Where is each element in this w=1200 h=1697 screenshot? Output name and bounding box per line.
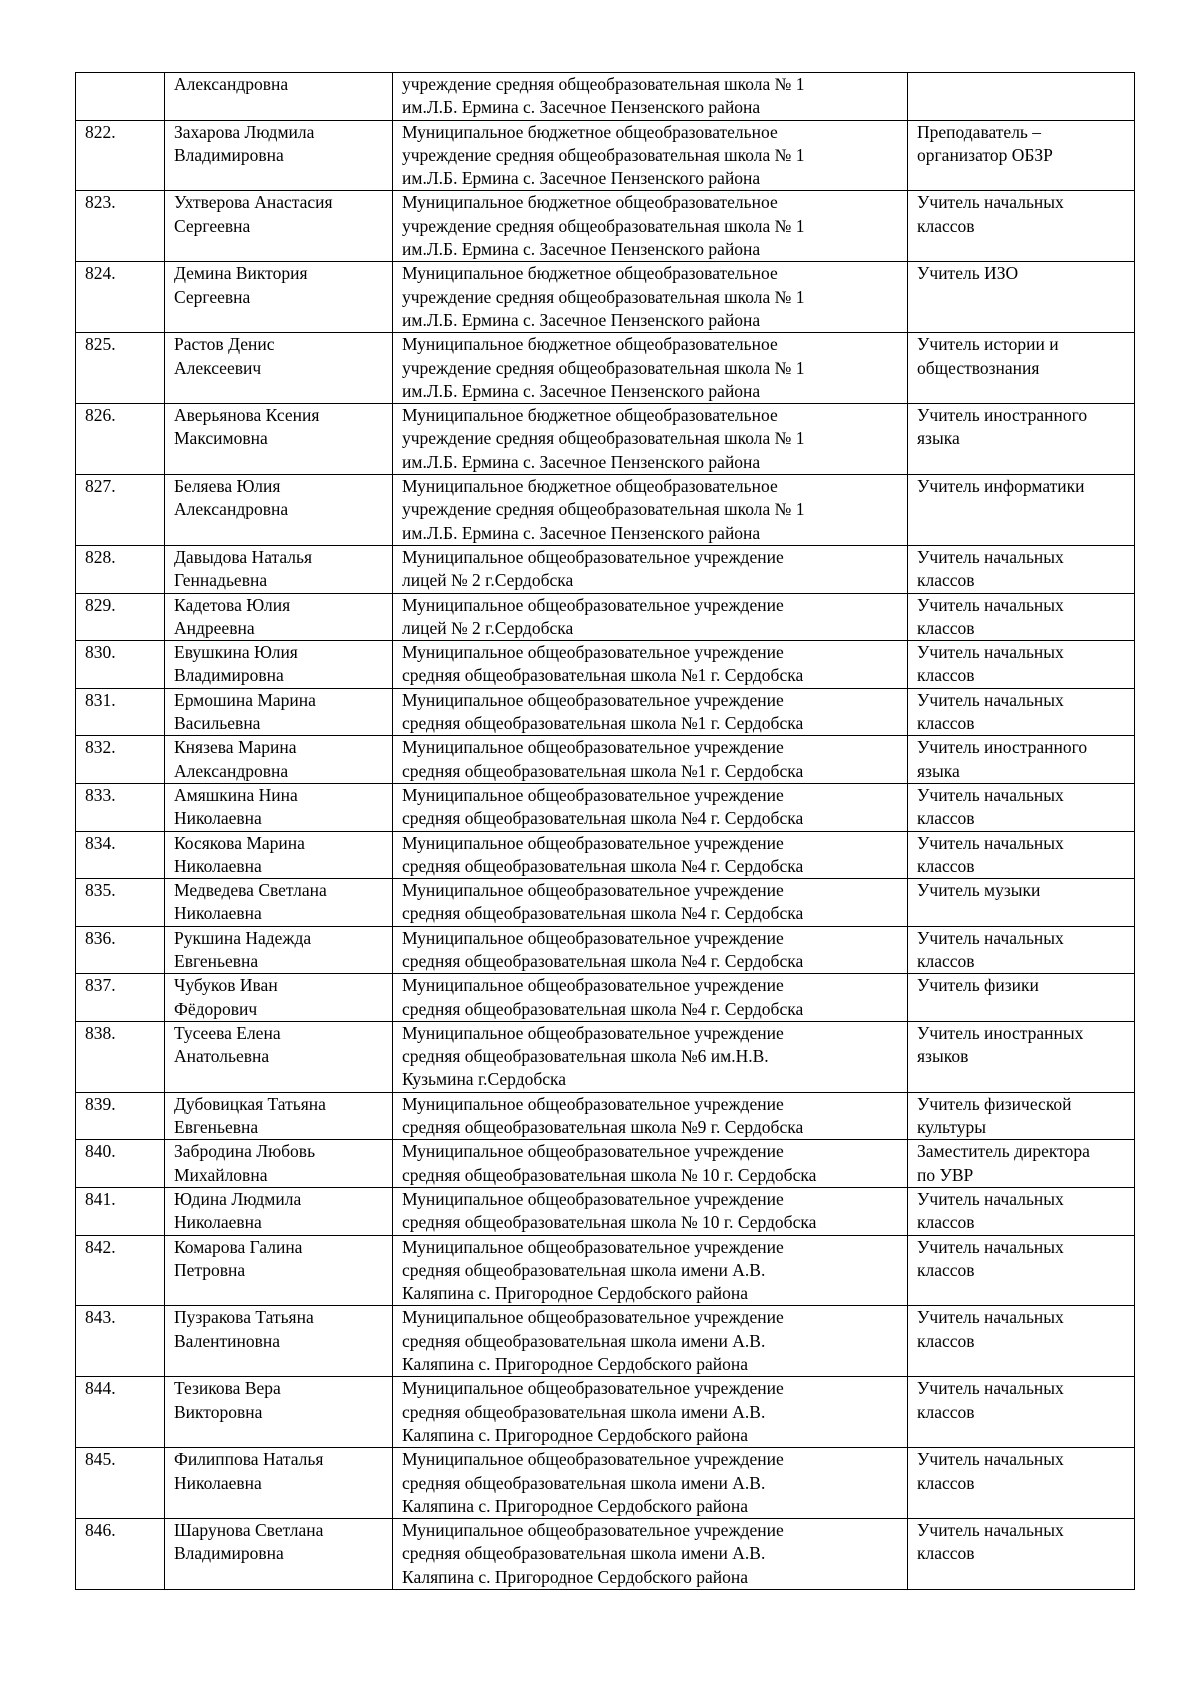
position-cell: Учитель начальных классов [908,593,1135,641]
table-row [76,262,1135,333]
organization-cell: Муниципальное общеобразовательное учреждение средняя общеобразовательная школа №4 г. Сердобска [393,974,908,1022]
row-number-cell: 834. [76,831,165,879]
organization-cell: Муниципальное общеобразовательное учреждение средняя общеобразовательная школа имени А.В. Каляпина с. Пригородное Сердобского района [393,1235,908,1306]
organization-cell: Муниципальное общеобразовательное учреждение средняя общеобразовательная школа имени А.В. Каляпина с. Пригородное Сердобского района [393,1377,908,1448]
table-row [76,1448,1135,1519]
table-row [76,831,1135,879]
position-cell: Учитель начальных классов [908,641,1135,689]
position-cell: Учитель начальных классов [908,545,1135,593]
row-number-cell: 837. [76,974,165,1022]
full-name-cell: Растов Денис Алексеевич [165,333,393,404]
position-cell: Учитель физической культуры [908,1092,1135,1140]
full-name-cell: Юдина Людмила Николаевна [165,1187,393,1235]
position-cell: Учитель начальных классов [908,926,1135,974]
position-cell: Учитель начальных классов [908,191,1135,262]
full-name-cell: Демина Виктория Сергеевна [165,262,393,333]
full-name-cell: Александровна [165,73,393,121]
row-number-cell: 841. [76,1187,165,1235]
position-cell: Учитель начальных классов [908,688,1135,736]
full-name-cell: Давыдова Наталья Геннадьевна [165,545,393,593]
organization-cell: Муниципальное общеобразовательное учреждение средняя общеобразовательная школа №4 г. Сердобска [393,879,908,927]
row-number-cell: 828. [76,545,165,593]
full-name-cell: Аверьянова Ксения Максимовна [165,404,393,475]
row-number-cell: 833. [76,783,165,831]
organization-cell: Муниципальное бюджетное общеобразовательное учреждение средняя общеобразовательная школа № 1 им.Л.Б. Ермина с. Засечное Пензенского района [393,191,908,262]
position-cell: Учитель иностранного языка [908,736,1135,784]
organization-cell: Муниципальное общеобразовательное учреждение средняя общеобразовательная школа №9 г. Сердобска [393,1092,908,1140]
full-name-cell: Филиппова Наталья Николаевна [165,1448,393,1519]
position-cell: Учитель начальных классов [908,1448,1135,1519]
full-name-cell: Ермошина Марина Васильевна [165,688,393,736]
position-cell: Учитель физики [908,974,1135,1022]
table-row [76,688,1135,736]
table-row [76,475,1135,546]
table-row [76,1377,1135,1448]
row-number-cell: 824. [76,262,165,333]
full-name-cell: Ухтверова Анастасия Сергеевна [165,191,393,262]
full-name-cell: Забродина Любовь Михайловна [165,1140,393,1188]
organization-cell: Муниципальное общеобразовательное учреждение средняя общеобразовательная школа имени А.В. Каляпина с. Пригородное Сердобского района [393,1448,908,1519]
organization-cell: Муниципальное общеобразовательное учреждение средняя общеобразовательная школа №1 г. Сердобска [393,736,908,784]
position-cell: Учитель начальных классов [908,1306,1135,1377]
row-number-cell: 836. [76,926,165,974]
table-row [76,333,1135,404]
full-name-cell: Рукшина Надежда Евгеньевна [165,926,393,974]
row-number-cell: 830. [76,641,165,689]
full-name-cell: Амяшкина Нина Николаевна [165,783,393,831]
organization-cell: Муниципальное общеобразовательное учреждение средняя общеобразовательная школа №1 г. Сердобска [393,641,908,689]
row-number-cell: 832. [76,736,165,784]
row-number-cell: 840. [76,1140,165,1188]
organization-cell: учреждение средняя общеобразовательная школа № 1 им.Л.Б. Ермина с. Засечное Пензенского района [393,73,908,121]
position-cell: Учитель начальных классов [908,1235,1135,1306]
row-number-cell: 838. [76,1021,165,1092]
table-row [76,404,1135,475]
teacher-list-table [75,72,1135,1590]
row-number-cell: 842. [76,1235,165,1306]
organization-cell: Муниципальное бюджетное общеобразовательное учреждение средняя общеобразовательная школа № 1 им.Л.Б. Ермина с. Засечное Пензенского района [393,262,908,333]
organization-cell: Муниципальное общеобразовательное учреждение средняя общеобразовательная школа №4 г. Сердобска [393,831,908,879]
organization-cell: Муниципальное общеобразовательное учреждение средняя общеобразовательная школа № 10 г. Сердобска [393,1140,908,1188]
table-row [76,879,1135,927]
organization-cell: Муниципальное общеобразовательное учреждение средняя общеобразовательная школа имени А.В. Каляпина с. Пригородное Сердобского района [393,1519,908,1590]
full-name-cell: Евушкина Юлия Владимировна [165,641,393,689]
row-number-cell: 846. [76,1519,165,1590]
table-row [76,1235,1135,1306]
position-cell: Учитель начальных классов [908,831,1135,879]
organization-cell: Муниципальное общеобразовательное учреждение средняя общеобразовательная школа № 10 г. Сердобска [393,1187,908,1235]
table-row [76,593,1135,641]
table-body [76,73,1135,1590]
full-name-cell: Комарова Галина Петровна [165,1235,393,1306]
table-row [76,1092,1135,1140]
position-cell: Учитель иностранных языков [908,1021,1135,1092]
table-row [76,1187,1135,1235]
position-cell: Учитель начальных классов [908,1187,1135,1235]
organization-cell: Муниципальное общеобразовательное учреждение средняя общеобразовательная школа №1 г. Сердобска [393,688,908,736]
position-cell: Заместитель директора по УВР [908,1140,1135,1188]
row-number-cell: 839. [76,1092,165,1140]
table-row [76,120,1135,191]
full-name-cell: Чубуков Иван Фёдорович [165,974,393,1022]
table-row [76,641,1135,689]
organization-cell: Муниципальное общеобразовательное учреждение средняя общеобразовательная школа №4 г. Сердобска [393,926,908,974]
position-cell: Учитель музыки [908,879,1135,927]
table-row [76,191,1135,262]
table-row [76,974,1135,1022]
organization-cell: Муниципальное общеобразовательное учреждение лицей № 2 г.Сердобска [393,545,908,593]
full-name-cell: Тезикова Вера Викторовна [165,1377,393,1448]
table-row [76,1306,1135,1377]
full-name-cell: Захарова Людмила Владимировна [165,120,393,191]
full-name-cell: Косякова Марина Николаевна [165,831,393,879]
row-number-cell: 823. [76,191,165,262]
position-cell: Учитель ИЗО [908,262,1135,333]
table-row [76,783,1135,831]
row-number-cell: 827. [76,475,165,546]
position-cell: Учитель истории и обществознания [908,333,1135,404]
table-row [76,736,1135,784]
row-number-cell [76,73,165,121]
row-number-cell: 826. [76,404,165,475]
full-name-cell: Кадетова Юлия Андреевна [165,593,393,641]
row-number-cell: 829. [76,593,165,641]
position-cell: Учитель начальных классов [908,1377,1135,1448]
row-number-cell: 843. [76,1306,165,1377]
full-name-cell: Князева Марина Александровна [165,736,393,784]
row-number-cell: 822. [76,120,165,191]
row-number-cell: 845. [76,1448,165,1519]
organization-cell: Муниципальное бюджетное общеобразовательное учреждение средняя общеобразовательная школа № 1 им.Л.Б. Ермина с. Засечное Пензенского района [393,404,908,475]
position-cell: Учитель начальных классов [908,783,1135,831]
full-name-cell: Медведева Светлана Николаевна [165,879,393,927]
full-name-cell: Пузракова Татьяна Валентиновна [165,1306,393,1377]
full-name-cell: Беляева Юлия Александровна [165,475,393,546]
table-row [76,1519,1135,1590]
row-number-cell: 835. [76,879,165,927]
organization-cell: Муниципальное общеобразовательное учреждение лицей № 2 г.Сердобска [393,593,908,641]
full-name-cell: Тусеева Елена Анатольевна [165,1021,393,1092]
full-name-cell: Шарунова Светлана Владимировна [165,1519,393,1590]
table-row [76,1140,1135,1188]
organization-cell: Муниципальное бюджетное общеобразовательное учреждение средняя общеобразовательная школа № 1 им.Л.Б. Ермина с. Засечное Пензенского района [393,120,908,191]
organization-cell: Муниципальное бюджетное общеобразовательное учреждение средняя общеобразовательная школа № 1 им.Л.Б. Ермина с. Засечное Пензенского района [393,333,908,404]
row-number-cell: 831. [76,688,165,736]
position-cell: Учитель информатики [908,475,1135,546]
organization-cell: Муниципальное общеобразовательное учреждение средняя общеобразовательная школа №6 им.Н.В. Кузьмина г.Сердобска [393,1021,908,1092]
table-row [76,73,1135,121]
table-row [76,926,1135,974]
organization-cell: Муниципальное бюджетное общеобразовательное учреждение средняя общеобразовательная школа № 1 им.Л.Б. Ермина с. Засечное Пензенского района [393,475,908,546]
organization-cell: Муниципальное общеобразовательное учреждение средняя общеобразовательная школа №4 г. Сердобска [393,783,908,831]
position-cell [908,73,1135,121]
position-cell: Преподаватель – организатор ОБЗР [908,120,1135,191]
position-cell: Учитель иностранного языка [908,404,1135,475]
organization-cell: Муниципальное общеобразовательное учреждение средняя общеобразовательная школа имени А.В. Каляпина с. Пригородное Сердобского района [393,1306,908,1377]
full-name-cell: Дубовицкая Татьяна Евгеньевна [165,1092,393,1140]
table-row [76,545,1135,593]
row-number-cell: 844. [76,1377,165,1448]
position-cell: Учитель начальных классов [908,1519,1135,1590]
row-number-cell: 825. [76,333,165,404]
table-row [76,1021,1135,1092]
